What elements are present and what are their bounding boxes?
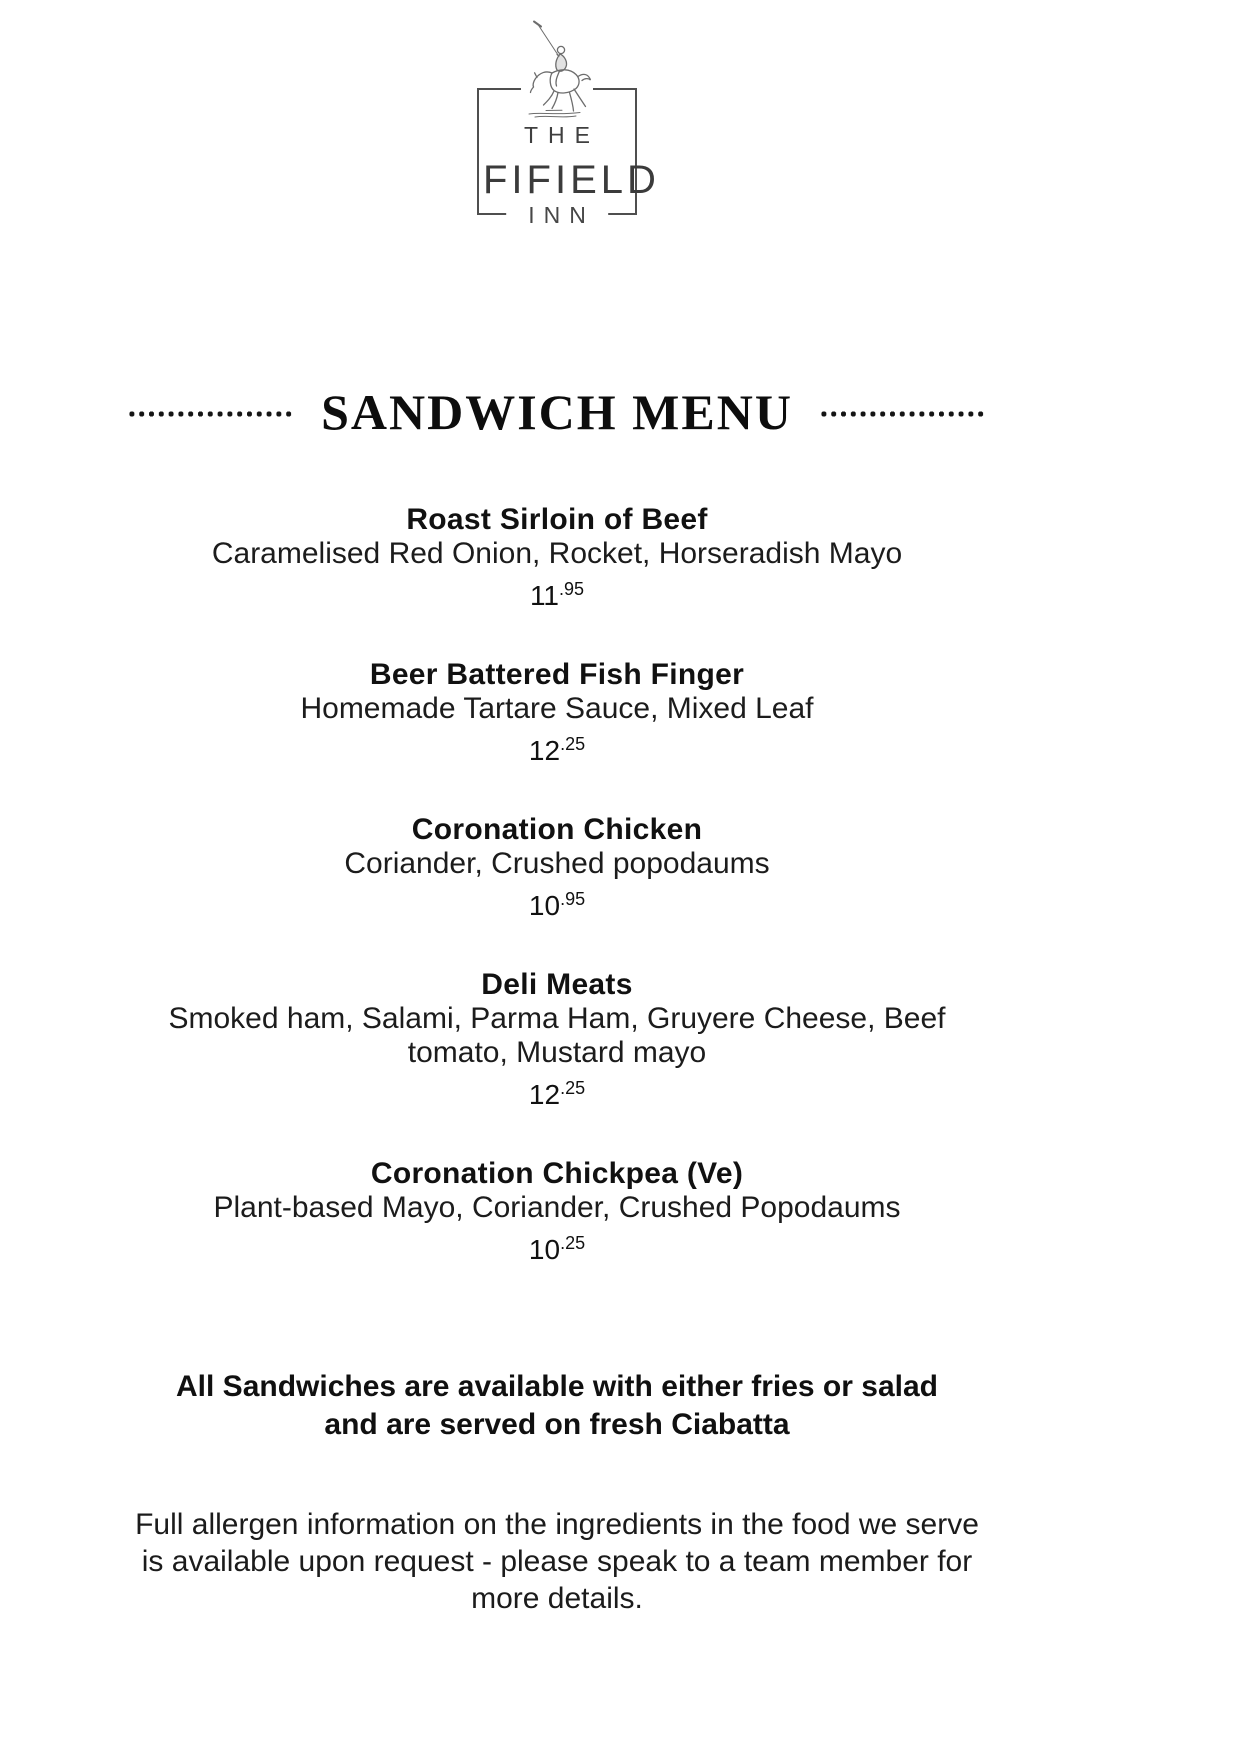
item-price xyxy=(127,727,987,773)
allergen-note: Full allergen information on the ingredients in the food we serve is available upon request - please speak to a team member for more details. xyxy=(135,1508,979,1615)
item-name: Coronation Chicken xyxy=(411,813,703,846)
item-description: Homemade Tartare Sauce, Mixed Leaf xyxy=(300,692,814,725)
price-fraction: .95 xyxy=(560,889,586,909)
logo-text-fifield: FIFIELD xyxy=(483,158,660,202)
logo-frame xyxy=(477,88,660,228)
dotted-divider-left xyxy=(127,411,295,417)
item-description: Coriander, Crushed popodaums xyxy=(344,847,770,880)
logo-text-inn: INN xyxy=(506,203,608,228)
menu-item-deli-meats xyxy=(127,968,987,1117)
price-whole: 10 xyxy=(528,1234,561,1265)
price-whole: 12 xyxy=(528,1079,561,1110)
item-description: Smoked ham, Salami, Parma Ham, Gruyere Cheese, Beef tomato, Mustard mayo xyxy=(168,1002,946,1069)
menu-item-list xyxy=(127,503,987,1272)
logo-text-the: THE xyxy=(524,122,600,148)
item-name: Beer Battered Fish Finger xyxy=(369,658,745,691)
item-price xyxy=(127,882,987,928)
price-whole: 12 xyxy=(528,735,561,766)
price-whole: 11 xyxy=(529,580,560,611)
menu-item-coronation-chicken xyxy=(127,813,987,928)
price-whole: 10 xyxy=(528,890,561,921)
sandwich-serving-note xyxy=(127,1368,987,1444)
note-line-2: and are served on fresh Ciabatta xyxy=(324,1408,790,1441)
item-name: Deli Meats xyxy=(481,968,633,1001)
item-price xyxy=(127,572,987,618)
menu-item-roast-sirloin xyxy=(127,503,987,618)
polo-player-icon xyxy=(499,20,615,124)
menu-title-row xyxy=(127,384,987,441)
item-name: Coronation Chickpea (Ve) xyxy=(370,1157,744,1190)
item-price xyxy=(127,1071,987,1117)
price-fraction: .25 xyxy=(560,734,586,754)
item-description: Plant-based Mayo, Coriander, Crushed Popodaums xyxy=(213,1191,901,1224)
note-line-1: All Sandwiches are available with either fries or salad xyxy=(176,1370,938,1403)
price-fraction: .95 xyxy=(559,579,585,599)
item-name: Roast Sirloin of Beef xyxy=(406,503,708,536)
price-fraction: .25 xyxy=(560,1078,586,1098)
item-price xyxy=(127,1226,987,1272)
menu-item-coronation-chickpea xyxy=(127,1157,987,1272)
menu-page xyxy=(127,0,987,1617)
item-description: Caramelised Red Onion, Rocket, Horseradish Mayo xyxy=(211,537,903,570)
price-fraction: .25 xyxy=(560,1233,586,1253)
menu-item-fish-finger xyxy=(127,658,987,773)
menu-title: SANDWICH MENU xyxy=(321,384,793,440)
fifield-inn-logo xyxy=(477,88,660,228)
dotted-divider-right xyxy=(819,411,987,417)
